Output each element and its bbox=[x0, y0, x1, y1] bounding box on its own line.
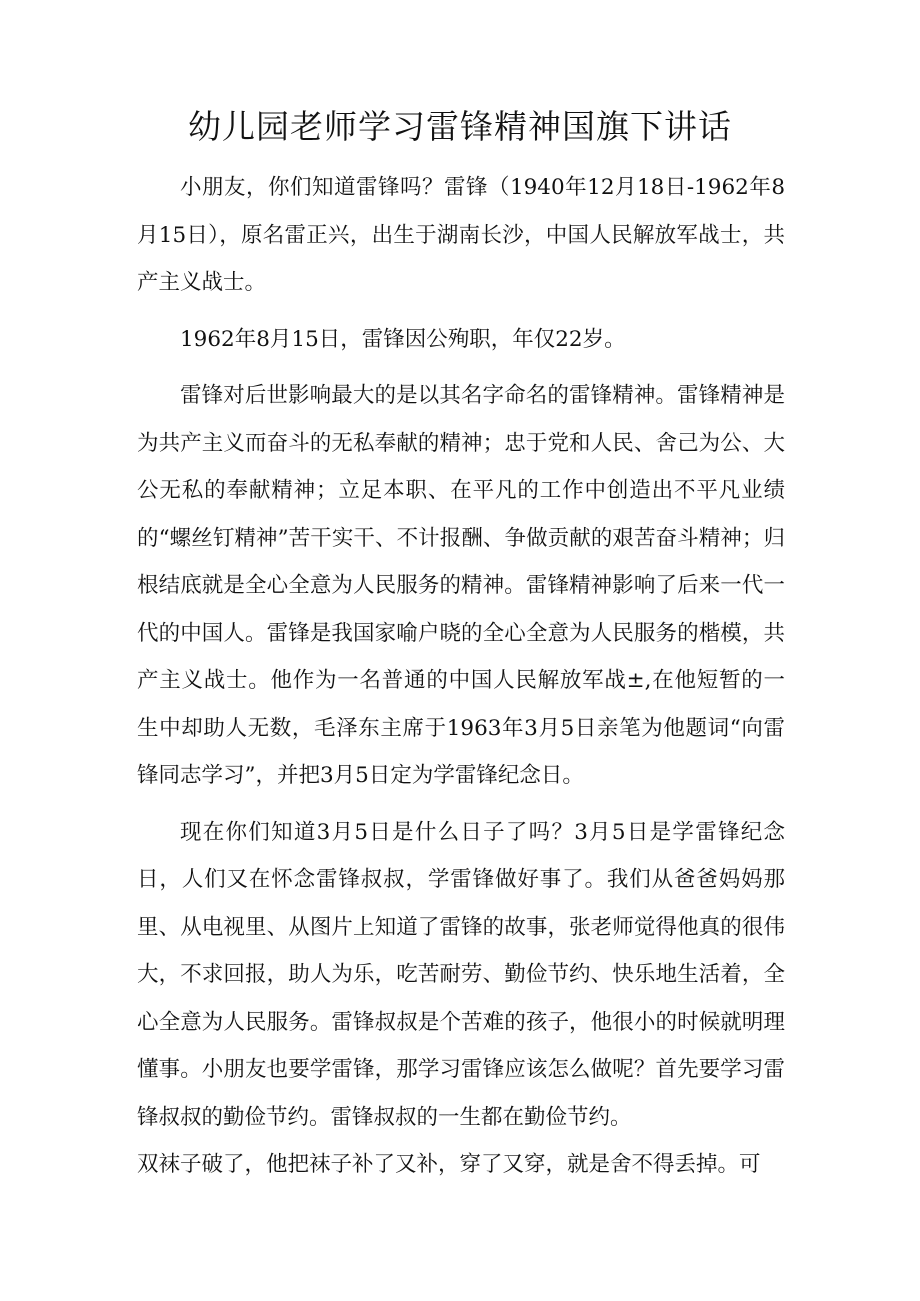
paragraph-intro: 小朋友，你们知道雷锋吗？雷锋（1940年12月18日-1962年8月15日），原名雷正兴，出生于湖南长沙，中国人民解放军战士，共产主义战士。 bbox=[137, 175, 785, 295]
document-title: 幼儿园老师学习雷锋精神国旗下讲话 bbox=[188, 107, 732, 146]
paragraph-death: 1962年8月15日，雷锋因公殉职，年仅22岁。 bbox=[180, 326, 626, 352]
paragraph-socks: 双袜子破了，他把袜子补了又补，穿了又穿，就是舍不得丢掉。可 bbox=[137, 1152, 761, 1177]
paragraph-memorial-day: 现在你们知道3月5日是什么日子了吗？3月5日是学雷锋纪念日，人们又在怀念雷锋叔叔，学雷锋做好事了。我们从爸爸妈妈那里、从电视里、从图片上知道了雷锋的故事，张老师觉得他真的很伟大，不求回报，助人为乐，吃苦耐劳、勤俭节约、快乐地生活着，全心全意为人民服务。雷锋叔叔是个苦难的孩子，他很小的时候就明理懂事。小朋友也要学雷锋，那学习雷锋应该怎么做呢？首先要学习雷锋叔叔的勤俭节约。雷锋叔叔的一生都在勤俭节约。 bbox=[137, 819, 785, 1130]
document-body bbox=[137, 164, 785, 1189]
paragraph-spirit: 雷锋对后世影响最大的是以其名字命名的雷锋精神。雷锋精神是为共产主义而奋斗的无私奉献的精神；忠于党和人民、舍己为公、大公无私的奉献精神；立足本职、在平凡的工作中创造出不平凡业绩的“螺丝钉精神”苦干实干、不计报酬、争做贡献的艰苦奋斗精神；归根结底就是全心全意为人民服务的精神。雷锋精神影响了后来一代一代的中国人。雷锋是我国家喻户晓的全心全意为人民服务的楷模，共产主义战士。他作为一名普通的中国人民解放军战±,在他短暂的一生中却助人无数，毛泽东主席于1963年3月5日亲笔为他题词“向雷锋同志学习”，并把3月5日定为学雷锋纪念日。 bbox=[137, 383, 785, 788]
